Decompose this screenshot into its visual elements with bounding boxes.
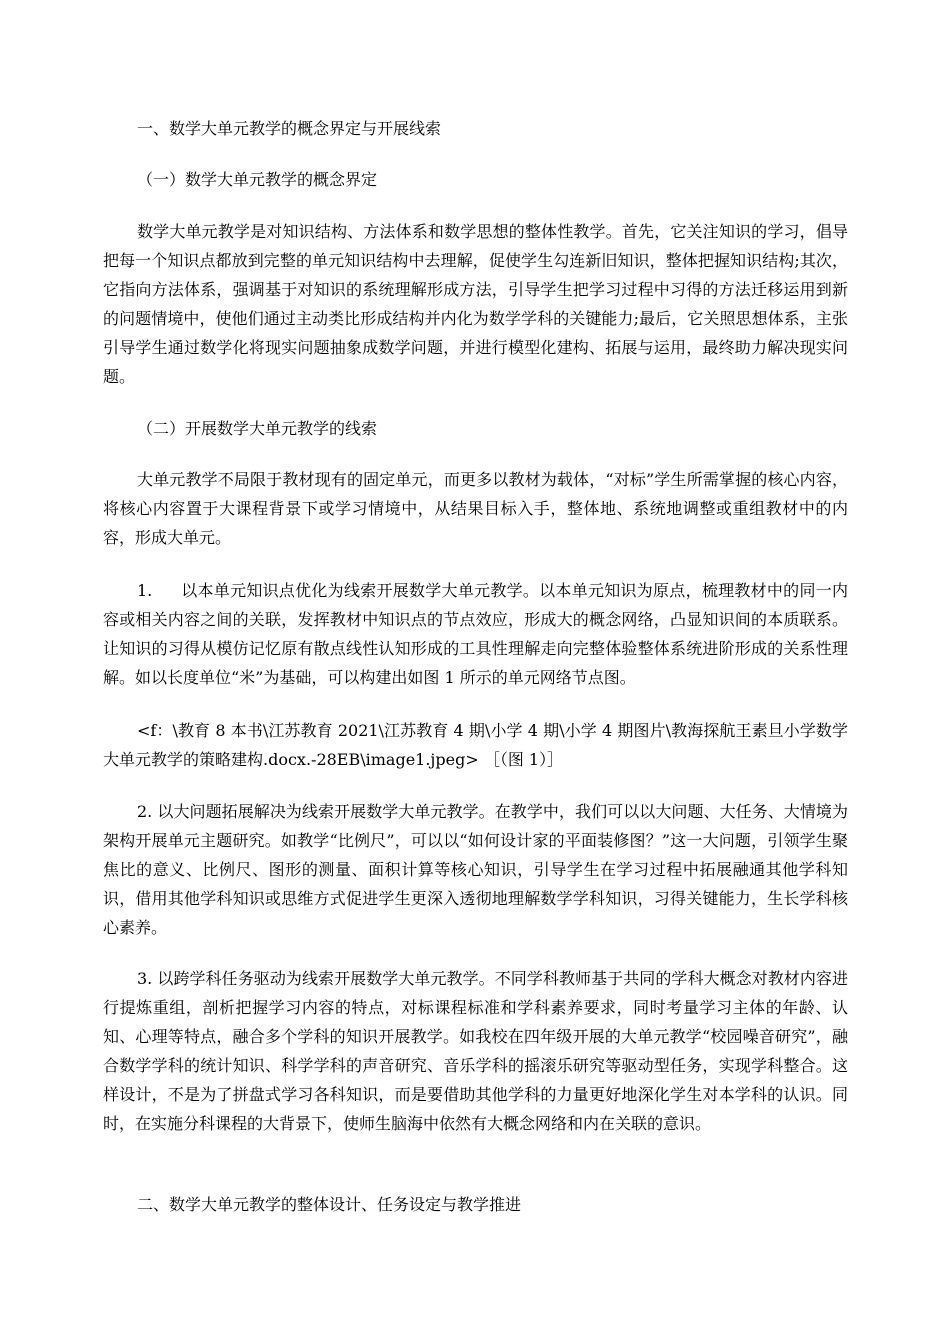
section-heading-1: 一、数学大单元教学的概念界定与开展线索 xyxy=(137,119,442,138)
paragraph-text: 大单元教学不局限于教材现有的固定单元，而更多以教材为载体，“对标”学生所需掌握的核心内容，将核心内容置于大课程背景下或学习情境中，从结果目标入手，整体地、系统地调整或重组教材中的内容，形成大单元。 xyxy=(103,470,848,547)
list-number: 1. xyxy=(137,581,153,600)
paragraph-text: 3. 以跨学科任务驱动为线索开展数学大单元教学。不同学科教师基于共同的学科大概念对教材内容进行提炼重组，剖析把握学习内容的特点，对标课程标准和学科素养要求，同时考量学习主体的年龄、认知、心理等特点，融合多个学科的知识开展教学。如我校在四年级开展的大单元教学“校园噪音研究”，融合数学学科的统计知识、科学学科的声音研究、音乐学科的摇滚乐研究等驱动型任务，实现学科整合。这样设计，不是为了拼盘式学习各科知识，而是要借助其他学科的力量更好地深化学生对本学科的认识。同时，在实施分科课程的大背景下，使师生脑海中依然有大概念网络和内在关联的意识。 xyxy=(103,969,848,1133)
paragraph-concept xyxy=(103,217,848,391)
paragraph-text: 2. 以大问题拓展解决为线索开展数学大单元教学。在教学中，我们可以以大问题、大任务、大情境为架构开展单元主题研究。如教学“比例尺”，可以以“如何设计家的平面装修图？”这一大问题，引领学生聚焦比的意义、比例尺、图形的测量、面积计算等核心知识，引导学生在学习过程中拓展融通其他学科知识，借用其他学科知识或思维方式促进学生更深入透彻地理解数学学科知识，习得关键能力，生长学科核心素养。 xyxy=(103,802,848,937)
paragraph-text: 以本单元知识点优化为线索开展数学大单元教学。以本单元知识为原点，梳理教材中的同一内容或相关内容之间的关联，发挥教材中知识点的节点效应，形成大的概念网络，凸显知识间的本质联系。让知识的习得从模仿记忆原有散点线性认知形成的工具性理解走向完整体验整体系统进阶形成的关系性理解。如以长度单位“米”为基础，可以构建出如图 1 所示的单元网络节点图。 xyxy=(103,581,848,687)
image-path-text: <f：\教育 8 本书\江苏教育 2021\江苏教育 4 期\小学 4 期\小学 4 期图片\教海探航王素旦小学数学大单元教学的策略建构.docx.-28EB\image1.jpeg> ［（图 1）］ xyxy=(103,721,848,769)
subsection-heading-2: （二）开展数学大单元教学的线索 xyxy=(137,419,378,438)
subsection-heading-1: （一）数学大单元教学的概念界定 xyxy=(137,170,378,189)
paragraph-item-3 xyxy=(103,964,848,1138)
paragraph-clues xyxy=(103,465,848,552)
section-heading-2: 二、数学大单元教学的整体设计、任务设定与教学推进 xyxy=(137,1195,522,1214)
paragraph-item-2 xyxy=(103,797,848,942)
paragraph-text: 数学大单元教学是对知识结构、方法体系和数学思想的整体性教学。首先，它关注知识的学习，倡导把每一个知识点都放到完整的单元知识结构中去理解，促使学生勾连新旧知识，整体把握知识结构;其次，它指向方法体系，强调基于对知识的系统理解形成方法，引导学生把学习过程中习得的方法迁移运用到新的问题情境中，使他们通过主动类比形成结构并内化为数学学科的关键能力;最后，它关照思想体系，主张引导学生通过数学化将现实问题抽象成数学问题，并进行模型化建构、拓展与运用，最终助力解决现实问题。 xyxy=(103,222,848,386)
paragraph-item-1 xyxy=(103,576,848,692)
image-placeholder-reference xyxy=(103,716,848,774)
